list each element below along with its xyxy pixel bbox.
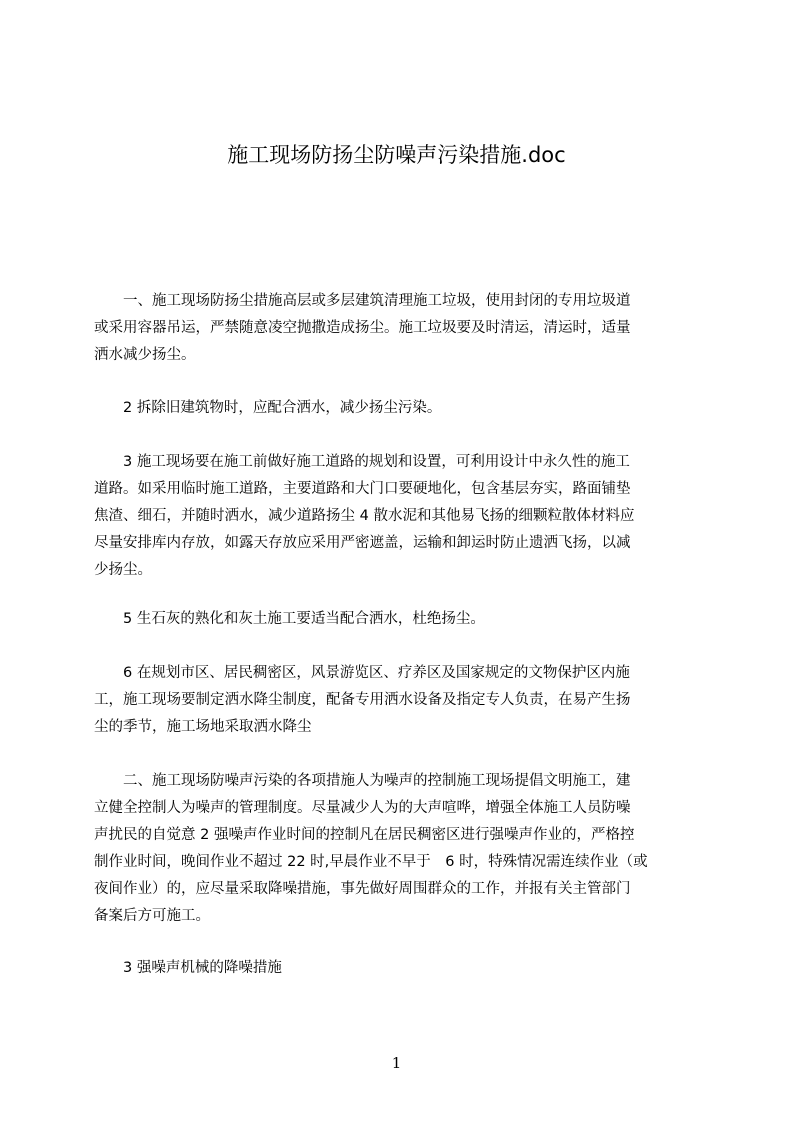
text-line: 备案后方可施工。 <box>94 908 210 924</box>
text-line: 夜间作业）的，应尽量采取降噪措施，事先做好周围群众的工作，并报有关主管部门 <box>94 881 631 897</box>
text-line: 一、施工现场防扬尘措施高层或多层建筑清理施工垃圾，使用封闭的专用垃圾道 <box>94 293 631 309</box>
text-line: 或采用容器吊运，严禁随意凌空抛撒造成扬尘。施工垃圾要及时清运，清运时，适量 <box>94 320 631 336</box>
paragraph-dust-measures <box>94 288 699 369</box>
paragraph-roads <box>94 449 699 584</box>
paragraph-machinery-noise <box>94 955 699 982</box>
text-line: 尘的季节，施工场地采取洒水降尘 <box>94 719 312 735</box>
paragraph-protected-areas <box>94 660 699 741</box>
text-line: 立健全控制人为噪声的管理制度。尽量减少人为的大声喧哗，增强全体施工人员防噪 <box>94 800 631 816</box>
text-line: 制作业时间，晚间作业不超过 22 时,早晨作业不早于 6 时，特殊情况需连续作业（或 <box>94 854 648 870</box>
text-line: 二、施工现场防噪声污染的各项措施人为噪声的控制施工现场提倡文明施工，建 <box>94 773 631 789</box>
text-line: 3 强噪声机械的降噪措施 <box>94 960 282 976</box>
text-line: 声扰民的自觉意 2 强噪声作业时间的控制凡在居民稠密区进行强噪声作业的，严格控 <box>94 827 635 843</box>
text-line: 2 拆除旧建筑物时，应配合洒水，减少扬尘污染。 <box>94 400 442 416</box>
text-line: 少扬尘。 <box>94 562 152 578</box>
paragraph-lime <box>94 606 699 633</box>
paragraph-demolition <box>94 395 699 422</box>
text-line: 焦渣、细石，并随时洒水，减少道路扬尘 4 散水泥和其他易飞扬的细颗粒散体材料应 <box>94 508 635 524</box>
text-line: 5 生石灰的熟化和灰土施工要适当配合洒水，杜绝扬尘。 <box>94 611 485 627</box>
text-line: 6 在规划市区、居民稠密区，风景游览区、疗养区及国家规定的文物保护区内施 <box>94 665 630 681</box>
document-title: 施工现场防扬尘防噪声污染措施.doc <box>227 143 566 167</box>
text-line: 尽量安排库内存放，如露天存放应采用严密遮盖，运输和卸运时防止遗洒飞扬，以减 <box>94 535 631 551</box>
text-line: 洒水减少扬尘。 <box>94 347 196 363</box>
paragraph-noise-measures <box>94 768 699 930</box>
text-line: 3 施工现场要在施工前做好施工道路的规划和设置，可利用设计中永久性的施工 <box>94 454 630 470</box>
text-line: 工，施工现场要制定洒水降尘制度，配备专用洒水设备及指定专人负责，在易产生扬 <box>94 692 631 708</box>
text-line: 道路。如采用临时施工道路，主要道路和大门口要硬地化，包含基层夯实，路面铺垫 <box>94 481 631 497</box>
page-number: 1 <box>391 1054 402 1072</box>
